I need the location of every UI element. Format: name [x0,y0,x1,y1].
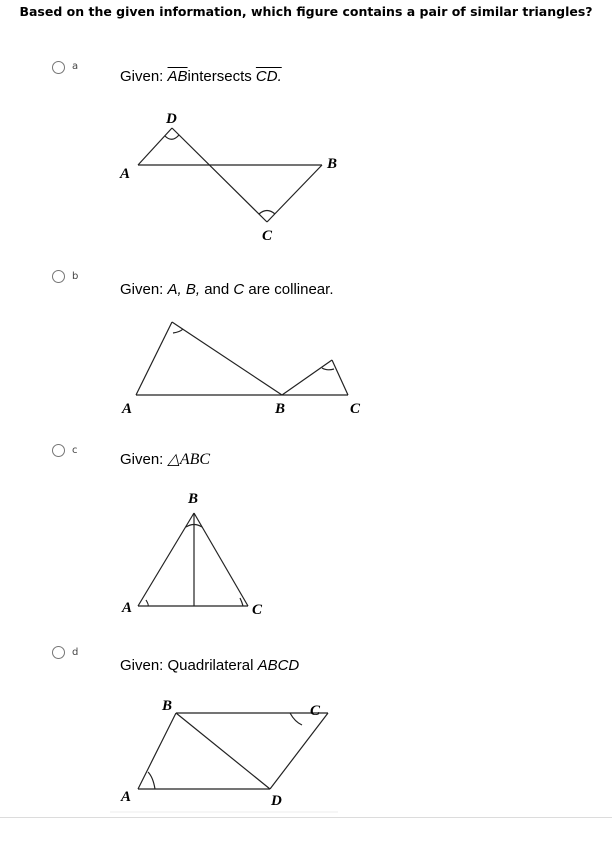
label-b-A: A [122,401,133,417]
given-text-d: Given: Quadrilateral ABCD [120,657,300,674]
figure-b [110,315,370,425]
option-letter-b: b [72,271,79,282]
radio-option-a[interactable] [52,61,65,74]
label-c-C: C [252,602,263,618]
label-a-A: A [120,166,131,182]
option-letter-d: d [72,647,79,658]
radio-option-c[interactable] [52,444,65,457]
label-c-B: B [188,491,199,507]
option-letter-a: a [72,61,79,72]
label-b-B: B [275,401,286,417]
figure-d [110,693,350,818]
given-text-b: Given: A, B, and C are collinear. [120,281,334,298]
radio-option-b[interactable] [52,270,65,283]
label-c-A: A [122,600,133,616]
option-letter-c: c [72,445,78,456]
divider [0,817,612,818]
radio-option-d[interactable] [52,646,65,659]
label-d-B: B [162,698,173,714]
label-a-D: D [166,111,177,127]
label-d-A: A [121,789,132,805]
given-text-a: Given: $\overline{AB}intersects$ CD. [120,68,282,85]
label-d-D: D [271,793,282,809]
given-text-c: Given: △ABC [120,451,211,468]
label-d-C: C [310,703,321,719]
figure-a [110,105,350,245]
label-a-B: B [327,156,338,172]
label-a-C: C [262,228,273,244]
figure-c [110,488,280,623]
question-text: Based on the given information, which figure contains a pair of similar triangles? [19,4,593,19]
label-b-C: C [350,401,361,417]
